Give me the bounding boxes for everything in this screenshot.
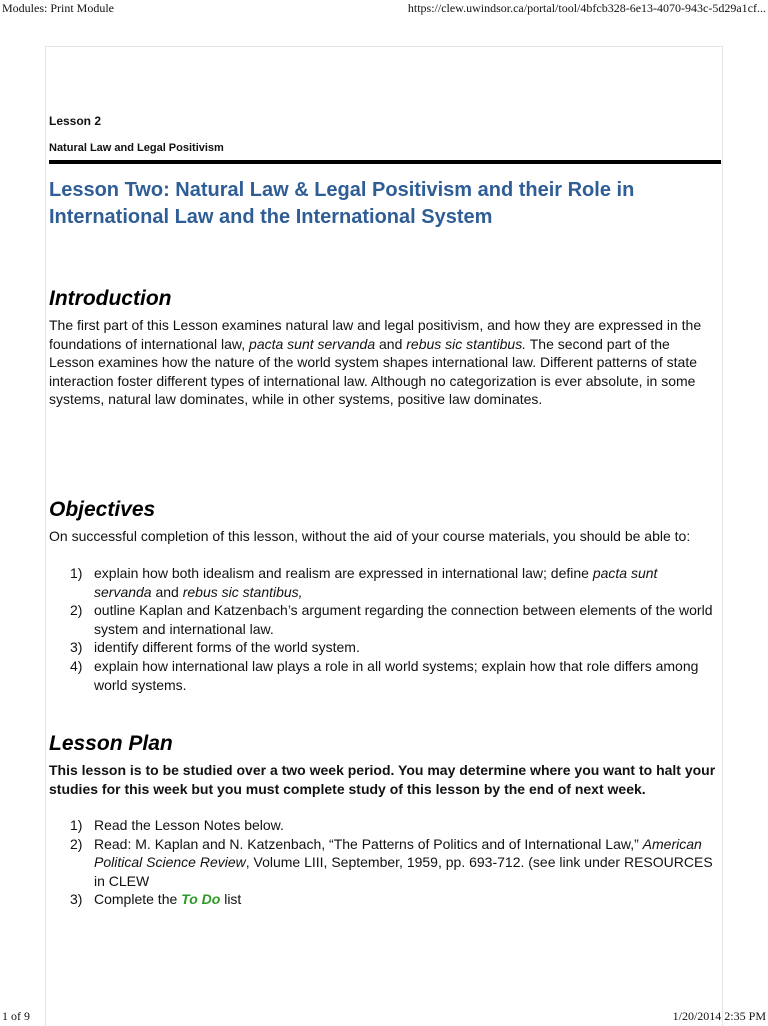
- plan-item-3: [49, 890, 717, 909]
- journal-title: American Political Science Review: [94, 835, 702, 871]
- objectives-intro: On successful completion of this lesson, without the aid of your course materials, you should be able to:: [49, 528, 691, 544]
- print-header-url: https://clew.uwindsor.ca/portal/tool/4bfcb328-6e13-4070-943c-5d29a1cf...: [407, 1, 766, 15]
- plan-text: , Volume LIII, September, 1959, pp. 693-712. (see link under RESOURCES in CLEW: [94, 854, 713, 889]
- objective-text: explain how international law plays a role in all world systems; explain how that role differs among world systems.: [94, 657, 699, 693]
- objective-number: 1): [70, 565, 83, 581]
- objective-number: 4): [70, 657, 83, 674]
- objective-text: explain how both idealism and realism are expressed in international law; define: [94, 565, 593, 581]
- plan-item-2: [49, 835, 717, 891]
- plan-text: Read the Lesson Notes below.: [94, 817, 284, 833]
- todo-link[interactable]: To Do: [181, 891, 221, 908]
- objective-text: identify different forms of the world system.: [94, 639, 360, 656]
- lesson-plan-list: [49, 816, 717, 909]
- intro-text-3: The second part of the Lesson examines how the nature of the world system shapes international law. Different patterns of state interaction foster different types of international law. Although no categorization is ever absolute, in some systems, natural law dominates, while in other systems, positive law dominates.: [49, 335, 697, 408]
- intro-text-2: and: [375, 335, 407, 352]
- plan-number: 2): [70, 835, 83, 852]
- plan-text: Complete the: [94, 891, 182, 908]
- objective-number: 2): [70, 602, 83, 619]
- lesson-number: Lesson 2: [49, 114, 102, 128]
- objective-item-1: [49, 564, 717, 601]
- plan-number: 1): [70, 817, 83, 833]
- objective-text: outline Kaplan and Katzenbach’s argument regarding the connection between elements of the world system and international law.: [94, 602, 713, 637]
- plan-text: Read: M. Kaplan and N. Katzenbach, “The Patterns of Politics and of International Law,”: [94, 835, 643, 852]
- plan-text: list: [220, 891, 242, 908]
- lesson-plan-intro: This lesson is to be studied over a two week period. You may determine where you want to halt your studies for this week but you must complete study of this lesson by the end of next week.: [49, 762, 716, 797]
- intro-term-rebus: rebus sic stantibus.: [406, 335, 527, 352]
- plan-number: 3): [70, 891, 83, 908]
- print-footer: [0, 1009, 768, 1025]
- objectives-list: [49, 564, 717, 694]
- intro-text-1: The first part of this Lesson examines natural law and legal positivism, and how they are expressed in the foundations of international law,: [49, 317, 702, 352]
- objective-term-pacta: pacta sunt servanda: [94, 565, 658, 600]
- objective-number: 3): [70, 639, 83, 656]
- introduction-heading: Introduction: [49, 287, 172, 310]
- introduction-paragraph: [49, 316, 717, 409]
- objective-item-4: [49, 657, 717, 694]
- lesson-title: Lesson Two: Natural Law & Legal Positivism and their Role in International Law and the International System: [49, 179, 635, 228]
- lesson-plan-heading: Lesson Plan: [49, 732, 173, 755]
- page-count: 1 of 9: [2, 1009, 30, 1023]
- plan-item-1: [49, 816, 717, 835]
- print-timestamp: 1/20/2014 2:35 PM: [672, 1009, 766, 1023]
- objective-text: and: [151, 583, 183, 600]
- objective-item-2: [49, 601, 717, 638]
- print-header: [0, 1, 768, 17]
- heading-divider: [49, 160, 721, 164]
- objective-term-rebus: rebus sic stantibus,: [182, 583, 303, 600]
- objectives-heading: Objectives: [49, 498, 156, 521]
- objective-item-3: [49, 638, 717, 657]
- lesson-subtitle: Natural Law and Legal Positivism: [49, 142, 224, 154]
- print-header-title: Modules: Print Module: [2, 1, 115, 15]
- intro-term-pacta: pacta sunt servanda: [249, 335, 376, 352]
